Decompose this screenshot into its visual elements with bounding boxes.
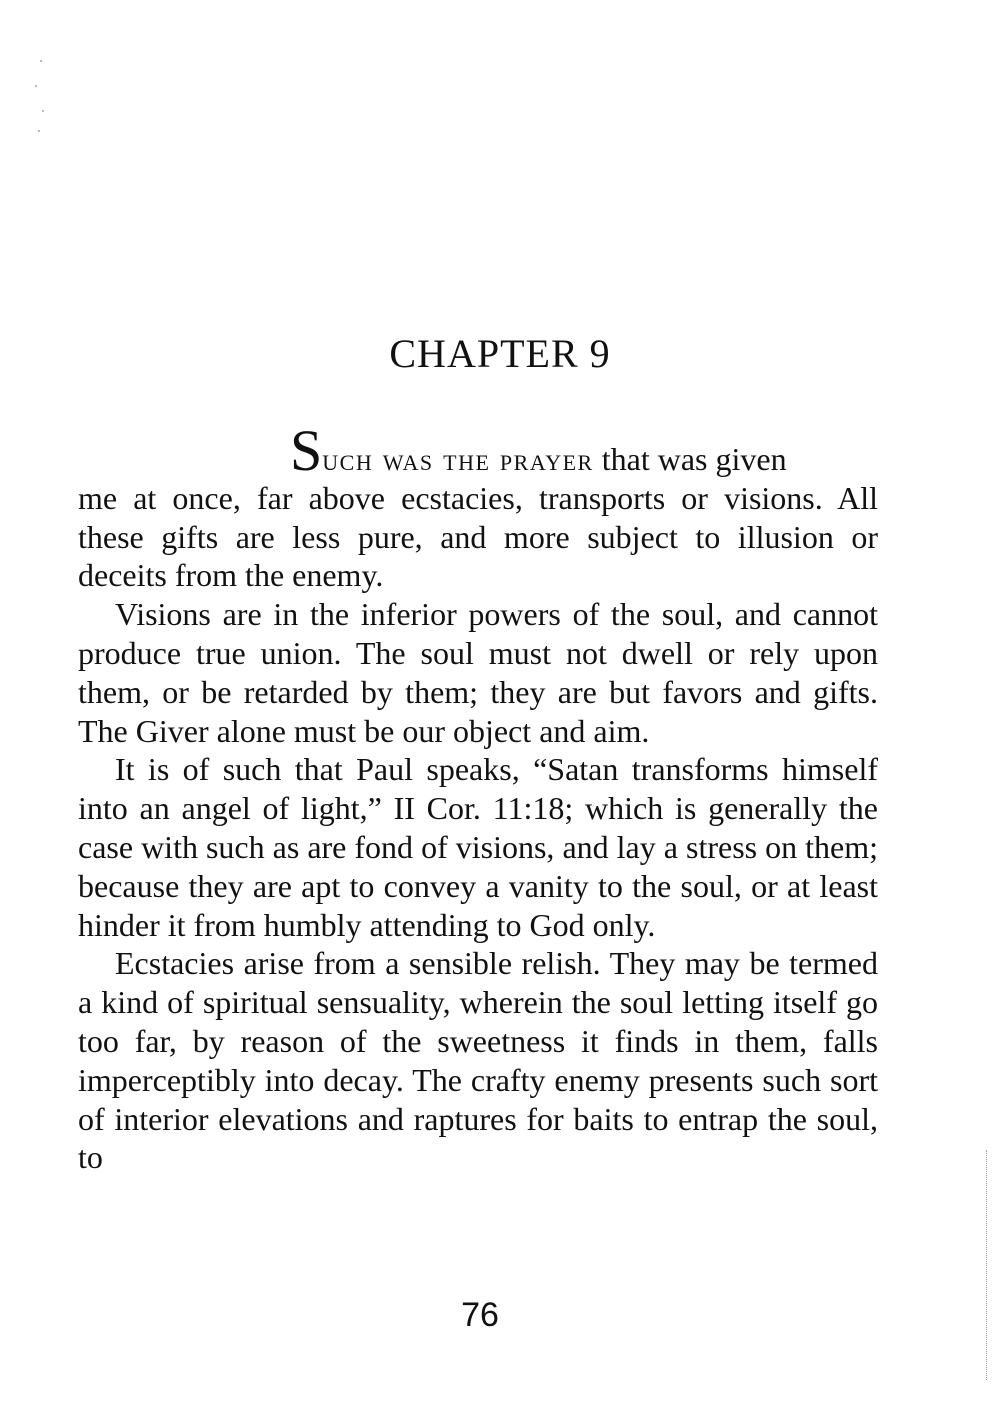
chapter-title: CHAPTER 9 xyxy=(389,331,611,376)
paragraph: me at once, far above ecstacies, transports or visions. All these gifts are less pure, and more subject to illusion or deceits from the enemy. xyxy=(78,479,878,594)
opening-rest: that was given xyxy=(593,441,787,477)
scan-speck xyxy=(38,130,40,132)
drop-initial: S xyxy=(290,418,323,483)
right-edge-mark xyxy=(986,1150,987,1380)
paragraph: Ecstacies arise from a sensible relish. They may be termed a kind of spiritual sensuality, wherein the soul letting itself go too far, by reason of the sweetness it finds in them, falls imperceptibly into decay. The crafty enemy presents such sort of interior elevations and raptures for baits to entrap the soul, to xyxy=(78,945,878,1176)
body-text xyxy=(78,418,878,1177)
scan-speck xyxy=(40,60,42,62)
opening-small-caps: uch was the prayer xyxy=(322,441,594,477)
page-number: 76 xyxy=(461,1296,499,1334)
paragraph: It is of such that Paul speaks, “Satan transforms himself into an angel of light,” II Cor. 11:18; which is generally the case with such as are fond of visions, and lay a stress on them; because they are apt to convey a vanity to the soul, or at least hinder it from humbly attending to God only. xyxy=(78,751,878,943)
opening-line xyxy=(290,418,787,483)
scan-speck xyxy=(35,85,37,87)
scan-speck xyxy=(42,110,44,112)
paragraph: Visions are in the inferior powers of the soul, and cannot produce true union. The soul must not dwell or rely upon them, or be retarded by them; they are but favors and gifts. The Giver alone must be our object and aim. xyxy=(78,596,878,749)
